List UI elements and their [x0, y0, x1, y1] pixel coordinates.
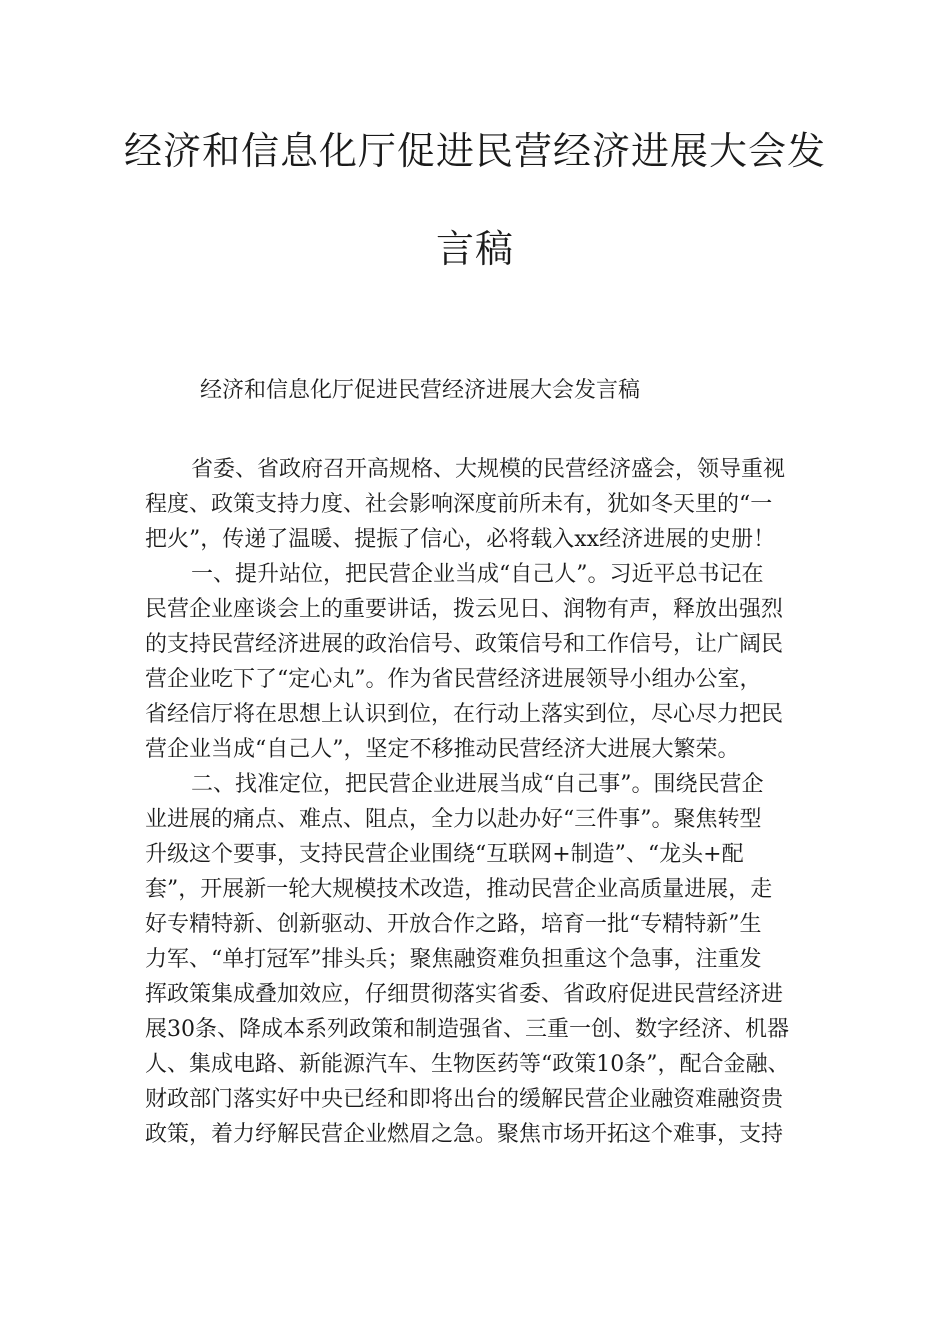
document-title-line-1: 经济和信息化厅促进民营经济进展大会发 [123, 129, 826, 173]
body-line: 程度、政策支持力度、社会影响深度前所未有，犹如冬天里的“一 [145, 492, 773, 517]
body-line: 二、找准定位，把民营企业进展当成“自己事”。围绕民营企 [191, 772, 764, 797]
body-line: 展30条、降成本系列政策和制造强省、三重一创、数字经济、机器 [145, 1017, 789, 1042]
body-line: 省经信厅将在思想上认识到位，在行动上落实到位，尽心尽力把民 [145, 702, 784, 727]
body-line: 套”，开展新一轮大规模技术改造，推动民营企业高质量进展，走 [145, 877, 773, 902]
body-line: 一、提升站位，把民营企业当成“自己人”。习近平总书记在 [191, 562, 764, 587]
body-line: 营企业当成“自己人”，坚定不移推动民营经济大进展大繁荣。 [145, 737, 740, 762]
body-line: 民营企业座谈会上的重要讲话，拨云见日、润物有声，释放出强烈 [145, 597, 784, 622]
body-line: 政策，着力纾解民营企业燃眉之急。聚焦市场开拓这个难事，支持 [145, 1122, 784, 1147]
body-line: 力军、“单打冠军”排头兵；聚焦融资难负担重这个急事，注重发 [145, 947, 762, 972]
body-line: 的支持民营经济进展的政治信号、政策信号和工作信号，让广阔民 [145, 632, 784, 657]
body-line: 省委、省政府召开高规格、大规模的民营经济盛会，领导重视 [191, 457, 786, 482]
body-line: 人、集成电路、新能源汽车、生物医药等“政策10条”，配合金融、 [145, 1052, 790, 1077]
body-line: 把火”，传递了温暖、提振了信心，必将载入xx经济进展的史册！ [145, 527, 776, 552]
document-body [145, 452, 825, 1152]
body-line: 业进展的痛点、难点、阻点，全力以赴办好“三件事”。聚焦转型 [145, 807, 762, 832]
body-line: 好专精特新、创新驱动、开放合作之路，培育一批“专精特新”生 [145, 912, 762, 937]
body-line: 营企业吃下了“定心丸”。作为省民营经济进展领导小组办公室， [145, 667, 762, 692]
body-line: 挥政策集成叠加效应，仔细贯彻落实省委、省政府促进民营经济进 [145, 982, 784, 1007]
body-line: 财政部门落实好中央已经和即将出台的缓解民营企业融资难融资贵 [145, 1087, 784, 1112]
document-title-line-2: 言稿 [435, 227, 514, 271]
body-line: 升级这个要事，支持民营企业围绕“互联网+制造”、“龙头+配 [145, 842, 744, 867]
document-subtitle: 经济和信息化厅促进民营经济进展大会发言稿 [200, 378, 641, 403]
